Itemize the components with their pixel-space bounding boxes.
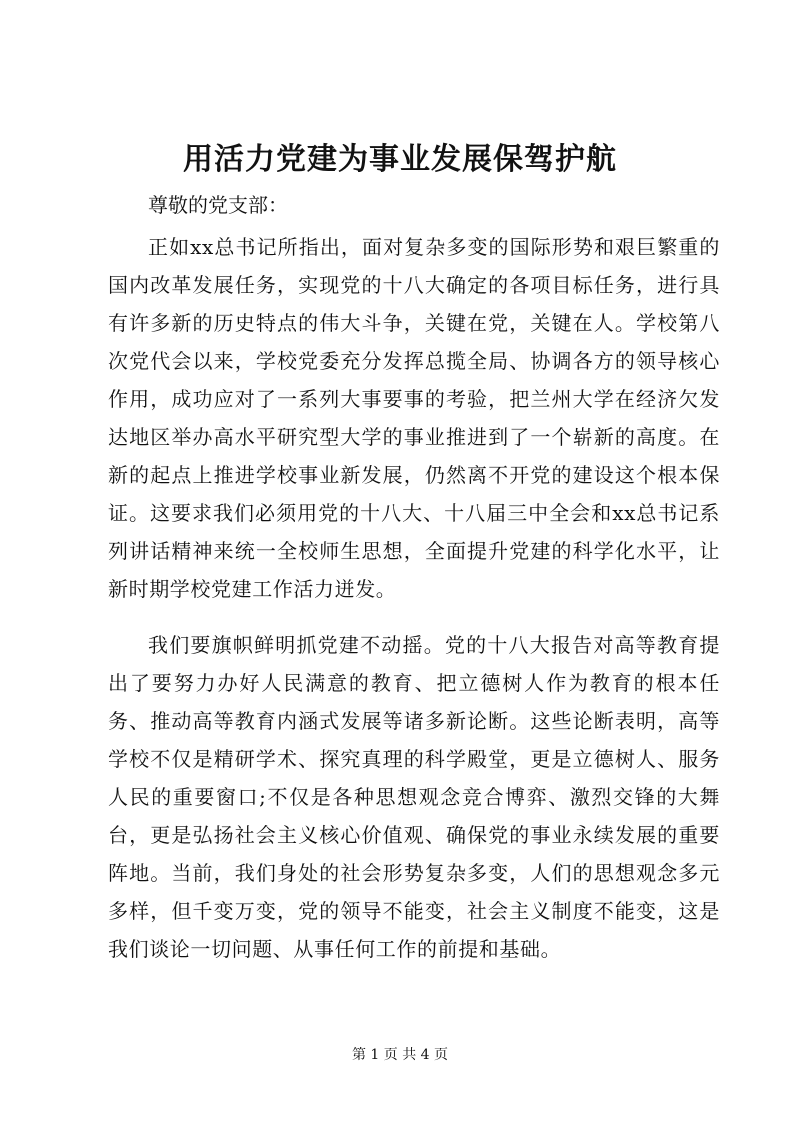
salutation: 尊敬的党支部： [148, 193, 288, 217]
document-title: 用活力党建为事业发展保驾护航 [183, 142, 617, 177]
body-paragraph: 我们要旗帜鲜明抓党建不动摇。党的十八大报告对高等教育提出了要努力办好人民满意的教育、把立德树人作为教育的根本任务、推动高等教育内涵式发展等诸多新论断。这些论断表明，高等学校不仅是精研学术、探究真理的科学殿堂，更是立德树人、服务人民的重要窗口;不仅是各种思想观念竞合博弈、激烈交锋的大舞台，更是弘扬社会主义核心价值观、确保党的事业永续发展的重要阵地。当前，我们身处的社会形势复杂多变，人们的思想观念多元多样，但千变万变，党的领导不能变，社会主义制度不能变，这是我们谈论一切问题、从事任何工作的前提和基础。 [108, 633, 720, 961]
page-number-footer: 第 1 页 共 4 页 [351, 1047, 449, 1063]
body-paragraph: 正如xx总书记所指出，面对复杂多变的国际形势和艰巨繁重的国内改革发展任务，实现党的十八大确定的各项目标任务，进行具有许多新的历史特点的伟大斗争，关键在党，关键在人。学校第八次党代会以来，学校党委充分发挥总揽全局、协调各方的领导核心作用，成功应对了一系列大事要事的考验，把兰州大学在经济欠发达地区举办高水平研究型大学的事业推进到了一个崭新的高度。在新的起点上推进学校事业新发展，仍然离不开党的建设这个根本保证。这要求我们必须用党的十八大、十八届三中全会和xx总书记系列讲话精神来统一全校师生思想，全面提升党建的科学化水平，让新时期学校党建工作活力迸发。 [108, 235, 720, 601]
